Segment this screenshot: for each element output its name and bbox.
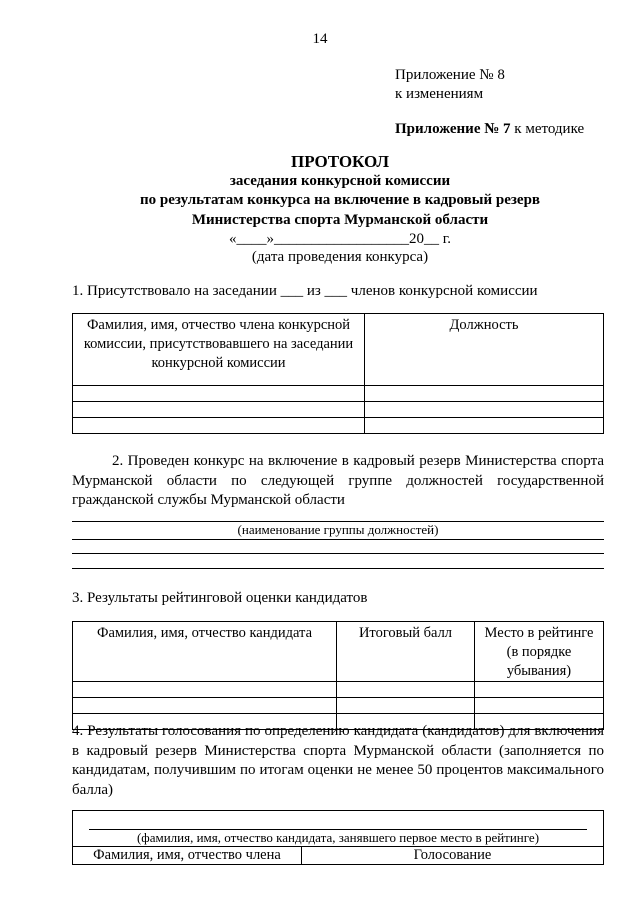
- section-2-text: 2. Проведен конкурс на включение в кадровый резерв Министерства спорта Мурманской области по следующей группе должностей государственной гражданской службы Мурманской области: [72, 453, 604, 508]
- appendix-line-2: к изменениям: [395, 86, 484, 102]
- date-block: [80, 230, 600, 266]
- table-cell: [73, 698, 337, 714]
- appendix-block: [395, 66, 505, 104]
- voting-table: [72, 810, 604, 865]
- appendix-method-bold: Приложение № 7: [395, 121, 511, 137]
- column-header-member: Фамилия, имя, отчество члена: [73, 847, 302, 865]
- fill-line: [72, 539, 604, 540]
- column-header-position: Должность: [365, 314, 604, 386]
- table-header-row: [73, 314, 604, 386]
- appendix-method: [395, 121, 584, 138]
- candidate-cell: [73, 811, 604, 847]
- table-row: [73, 402, 604, 418]
- table-row: [73, 682, 604, 698]
- section-4-text: 4. Результаты голосования по определению кандидата (кандидатов) для включения в кадровый резерв Министерства спорта Мурманской области (заполняется по кандидатам, получившим по итогам оценки не менее 50 процентов максимального балла): [72, 723, 604, 798]
- table-cell: [73, 402, 365, 418]
- column-header-candidate-name: Фамилия, имя, отчество кандидата: [73, 622, 337, 682]
- table-cell: [365, 386, 604, 402]
- title-line-1: заседания конкурсной комиссии: [229, 172, 451, 189]
- table-cell: [475, 682, 604, 698]
- column-header-rating-place: Место в рейтинге (в порядке убывания): [475, 622, 604, 682]
- date-field: «____»__________________20__ г.: [229, 231, 451, 247]
- page-number: 14: [312, 31, 328, 47]
- table-header-row: [73, 847, 604, 865]
- section-3-text: 3. Результаты рейтинговой оценки кандидатов: [72, 590, 368, 606]
- table-row: [73, 698, 604, 714]
- document-title: [80, 152, 600, 230]
- appendix-method-rest: к методике: [510, 121, 585, 137]
- table-header-row: [73, 622, 604, 682]
- date-caption: (дата проведения конкурса): [251, 249, 429, 265]
- title-main: ПРОТОКОЛ: [290, 152, 389, 171]
- table-cell: [337, 682, 475, 698]
- column-header-voting: Голосование: [302, 847, 604, 865]
- table-caption-row: [73, 811, 604, 847]
- table-cell: [475, 698, 604, 714]
- section-4-caption: (фамилия, имя, отчество кандидата, занявшего первое место в рейтинге): [136, 830, 540, 845]
- fill-line: [72, 568, 604, 569]
- title-line-2: по результатам конкурса на включение в кадровый резерв: [139, 192, 541, 208]
- title-line-3: Министерства спорта Мурманской области: [191, 211, 489, 228]
- table-cell: [73, 386, 365, 402]
- table-cell: [73, 682, 337, 698]
- table-row: [73, 386, 604, 402]
- section-1-text: 1. Присутствовало на заседании ___ из ___ членов конкурсной комиссии: [72, 283, 538, 299]
- table-cell: [337, 698, 475, 714]
- table-cell: [365, 402, 604, 418]
- rating-table: [72, 621, 604, 730]
- fill-line: [72, 553, 604, 554]
- table-cell: [73, 418, 365, 434]
- table-cell: [365, 418, 604, 434]
- table-row: [73, 418, 604, 434]
- column-header-member-name: Фамилия, имя, отчество члена конкурсной комиссии, присутствовавшего на заседании конкурсной комиссии: [73, 314, 365, 386]
- column-header-total-score: Итоговый балл: [337, 622, 475, 682]
- appendix-line-1: Приложение № 8: [395, 67, 505, 83]
- section-2-caption: (наименование группы должностей): [237, 522, 439, 537]
- members-table: [72, 313, 604, 434]
